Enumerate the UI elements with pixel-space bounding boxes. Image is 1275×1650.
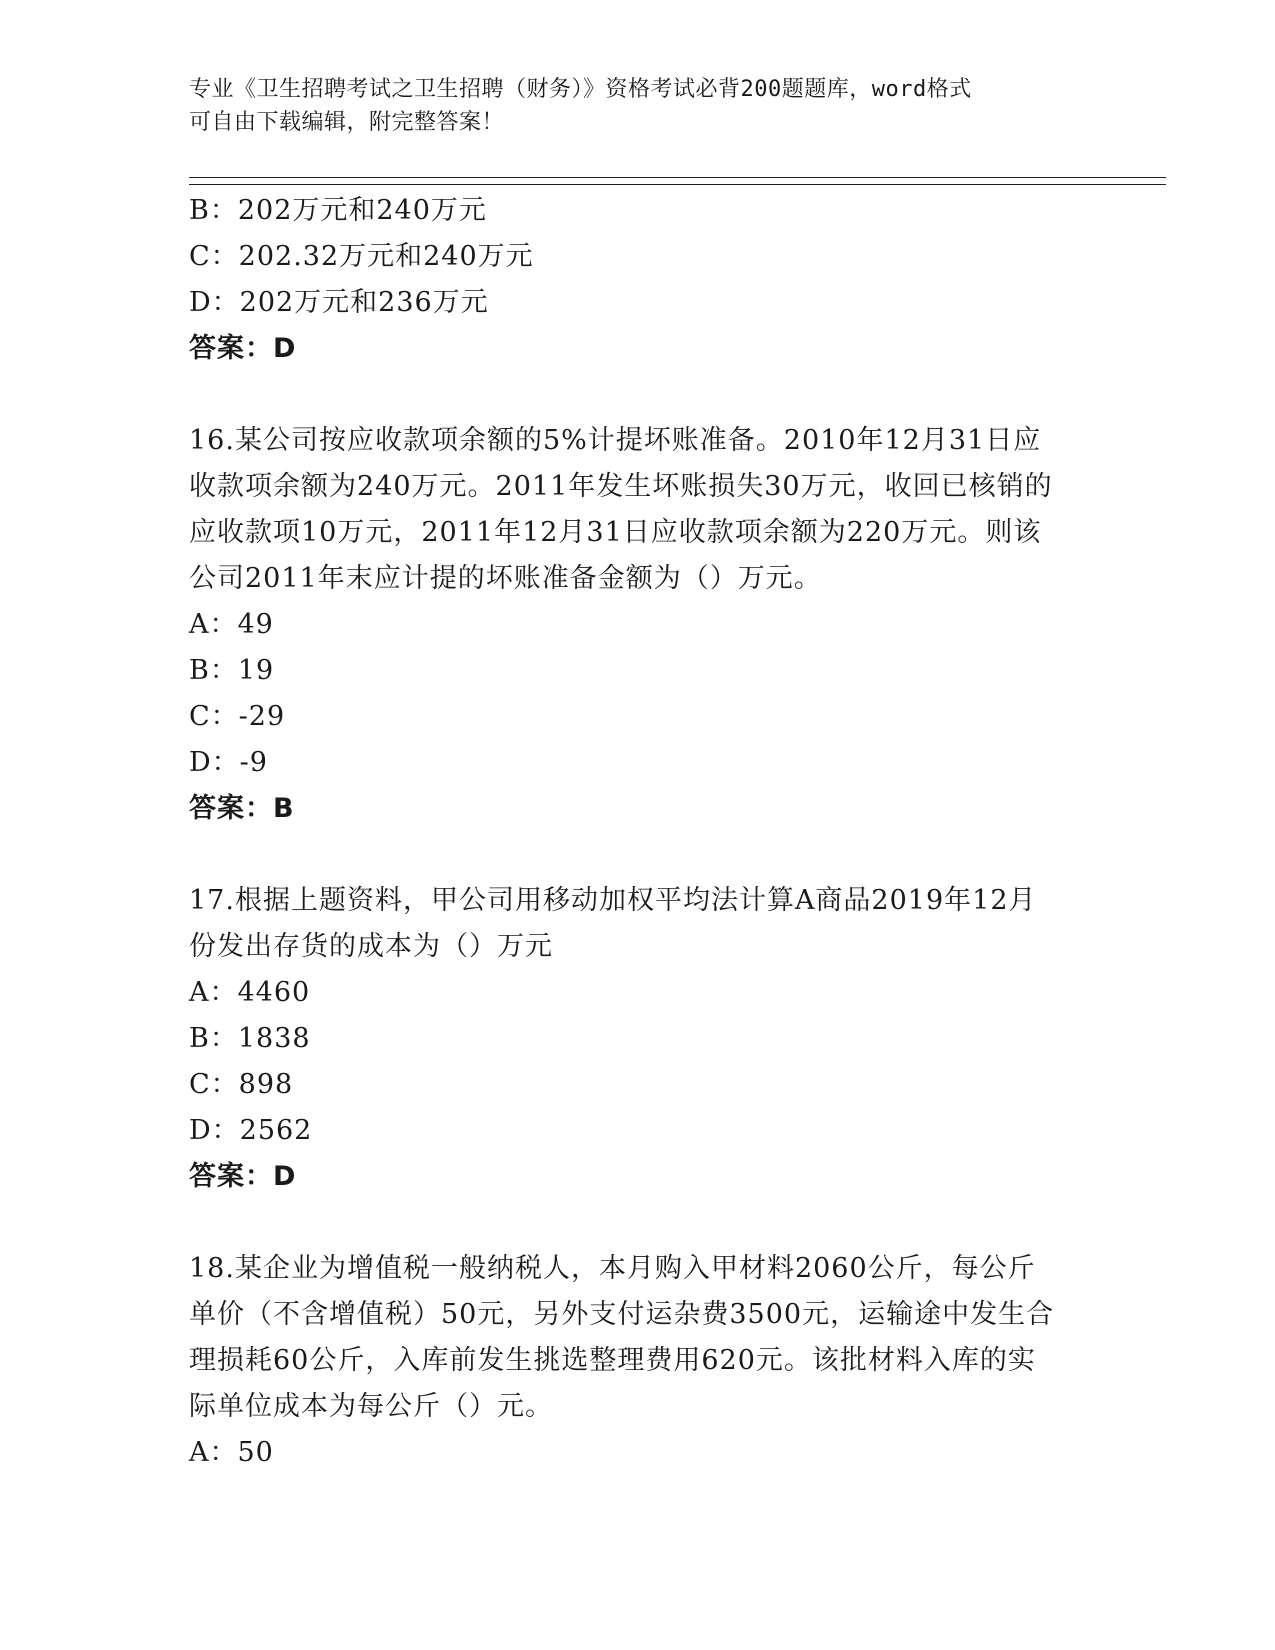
- option-c: C：898: [189, 1069, 294, 1100]
- question-text-line: 17.根据上题资料，甲公司用移动加权平均法计算A商品2019年12月: [189, 885, 1037, 916]
- option-b: B：1838: [189, 1023, 311, 1054]
- spacer: [189, 832, 1089, 878]
- question-text-line: 理损耗60公斤，入库前发生挑选整理费用620元。该批材料入库的实: [189, 1345, 1036, 1376]
- option-a: A：50: [189, 1437, 274, 1468]
- answer-line: 答案：D: [189, 1161, 297, 1192]
- question-text-line: 应收款项10万元，2011年12月31日应收款项余额为220万元。则该: [189, 517, 1042, 548]
- option-d: D：2562: [189, 1115, 313, 1146]
- option-b: B：19: [189, 655, 275, 686]
- answer-line: 答案：B: [189, 793, 295, 824]
- header-divider-top: [189, 177, 1166, 178]
- option-a: A：49: [189, 609, 274, 640]
- question-text-line: 18.某企业为增值税一般纳税人，本月购入甲材料2060公斤，每公斤: [189, 1253, 1036, 1284]
- question-text-line: 单价（不含增值税）50元，另外支付运杂费3500元，运输途中发生合: [189, 1299, 1055, 1330]
- question-17: [189, 878, 1089, 1200]
- question-16: [189, 418, 1089, 832]
- document-header: [189, 73, 1089, 139]
- question-text-line: 公司2011年末应计提的坏账准备金额为（）万元。: [189, 563, 822, 594]
- spacer: [189, 1200, 1089, 1246]
- spacer: [189, 372, 1089, 418]
- question-15: [189, 188, 1089, 372]
- question-content: [189, 188, 1089, 1476]
- question-18: [189, 1246, 1089, 1476]
- question-text-line: 16.某公司按应收款项余额的5%计提坏账准备。2010年12月31日应: [189, 425, 1042, 456]
- question-text-line: 收款项余额为240万元。2011年发生坏账损失30万元，收回已核销的: [189, 471, 1053, 502]
- option-d: D：202万元和236万元: [189, 287, 489, 318]
- answer-line: 答案：D: [189, 333, 297, 364]
- option-a: A：4460: [189, 977, 311, 1008]
- option-d: D：-9: [189, 747, 268, 778]
- option-c: C：-29: [189, 701, 286, 732]
- option-c: C：202.32万元和240万元: [189, 241, 534, 272]
- option-b: B：202万元和240万元: [189, 195, 487, 226]
- question-text-line: 际单位成本为每公斤（）元。: [189, 1391, 553, 1422]
- header-divider-bottom: [189, 184, 1166, 185]
- question-text-line: 份发出存货的成本为（）万元: [189, 931, 553, 962]
- header-title-line-1: 专业《卫生招聘考试之卫生招聘（财务）》资格考试必背200题题库，word格式: [189, 77, 972, 102]
- header-title-line-2: 可自由下载编辑，附完整答案！: [189, 110, 505, 135]
